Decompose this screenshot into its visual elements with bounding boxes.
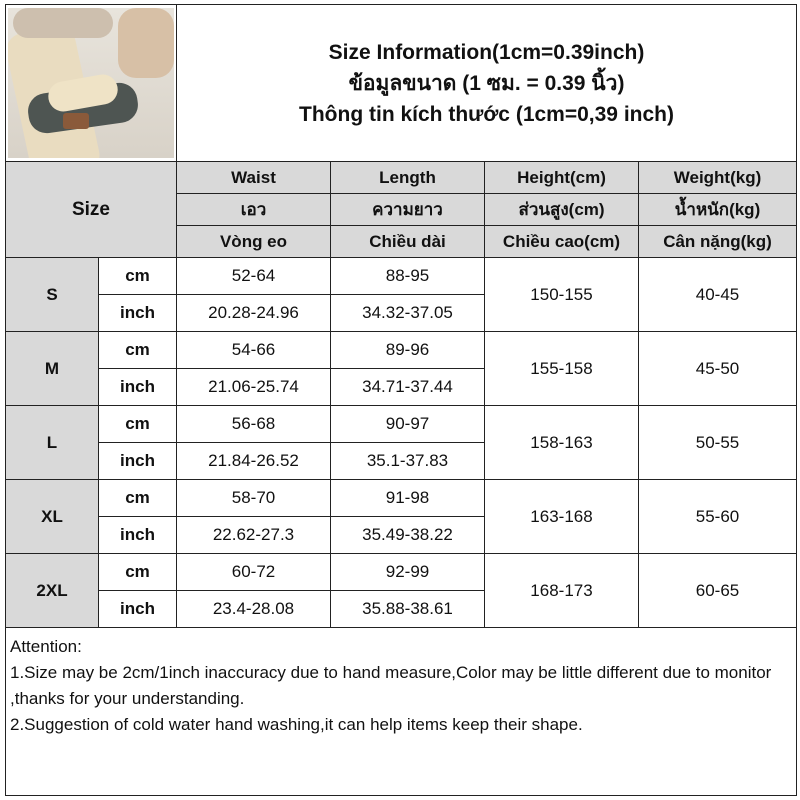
- weight-value: 40-45: [639, 258, 797, 332]
- col-header-length-vi: Chiều dài: [331, 226, 485, 258]
- size-label-xl: XL: [6, 480, 99, 554]
- unit-inch: inch: [99, 517, 177, 554]
- waist-inch: 21.84-26.52: [177, 443, 331, 480]
- col-header-length-th: ความยาว: [331, 194, 485, 226]
- unit-inch: inch: [99, 591, 177, 628]
- attention-box: [6, 628, 797, 796]
- length-cm: 92-99: [331, 554, 485, 591]
- col-header-height-en: Height(cm): [485, 162, 639, 194]
- waist-inch: 20.28-24.96: [177, 295, 331, 332]
- length-inch: 34.32-37.05: [331, 295, 485, 332]
- size-label-2xl: 2XL: [6, 554, 99, 628]
- col-header-height-vi: Chiều cao(cm): [485, 226, 639, 258]
- col-header-weight-en: Weight(kg): [639, 162, 797, 194]
- size-label-m: M: [6, 332, 99, 406]
- unit-cm: cm: [99, 258, 177, 295]
- length-cm: 89-96: [331, 332, 485, 369]
- weight-value: 50-55: [639, 406, 797, 480]
- weight-value: 60-65: [639, 554, 797, 628]
- size-table: [5, 4, 797, 796]
- col-header-weight-th: น้ำหนัก(kg): [639, 194, 797, 226]
- length-inch: 35.49-38.22: [331, 517, 485, 554]
- length-inch: 35.1-37.83: [331, 443, 485, 480]
- col-header-waist-en: Waist: [177, 162, 331, 194]
- size-label-s: S: [6, 258, 99, 332]
- unit-inch: inch: [99, 295, 177, 332]
- product-photo-cell: [6, 5, 177, 162]
- length-cm: 91-98: [331, 480, 485, 517]
- unit-cm: cm: [99, 554, 177, 591]
- length-inch: 35.88-38.61: [331, 591, 485, 628]
- height-value: 168-173: [485, 554, 639, 628]
- title-vi: Thông tin kích thước (1cm=0,39 inch): [299, 102, 674, 126]
- weight-value: 55-60: [639, 480, 797, 554]
- waist-cm: 60-72: [177, 554, 331, 591]
- unit-cm: cm: [99, 480, 177, 517]
- waist-cm: 54-66: [177, 332, 331, 369]
- waist-inch: 22.62-27.3: [177, 517, 331, 554]
- height-value: 150-155: [485, 258, 639, 332]
- waist-cm: 58-70: [177, 480, 331, 517]
- length-cm: 88-95: [331, 258, 485, 295]
- unit-inch: inch: [99, 369, 177, 406]
- col-header-weight-vi: Cân nặng(kg): [639, 226, 797, 258]
- waist-cm: 52-64: [177, 258, 331, 295]
- waist-inch: 21.06-25.74: [177, 369, 331, 406]
- col-header-height-th: ส่วนสูง(cm): [485, 194, 639, 226]
- attention-note-1: 1.Size may be 2cm/1inch inaccuracy due to hand measure,Color may be little different due to monitor ,thanks for your understanding.: [10, 663, 772, 708]
- weight-value: 45-50: [639, 332, 797, 406]
- length-inch: 34.71-37.44: [331, 369, 485, 406]
- attention-heading: Attention:: [10, 637, 82, 656]
- waist-cm: 56-68: [177, 406, 331, 443]
- title-en: Size Information(1cm=0.39inch): [328, 40, 645, 64]
- product-photo: [8, 8, 174, 158]
- height-value: 155-158: [485, 332, 639, 406]
- length-cm: 90-97: [331, 406, 485, 443]
- unit-cm: cm: [99, 332, 177, 369]
- unit-cm: cm: [99, 406, 177, 443]
- col-header-length-en: Length: [331, 162, 485, 194]
- title-th: ข้อมูลขนาด (1 ซม. = 0.39 นิ้ว): [348, 71, 625, 95]
- attention-note-2: 2.Suggestion of cold water hand washing,it can help items keep their shape.: [10, 715, 583, 734]
- title-block: [177, 5, 797, 162]
- col-header-waist-th: เอว: [177, 194, 331, 226]
- size-label-l: L: [6, 406, 99, 480]
- size-chart: [5, 4, 796, 797]
- waist-inch: 23.4-28.08: [177, 591, 331, 628]
- col-header-waist-vi: Vòng eo: [177, 226, 331, 258]
- height-value: 163-168: [485, 480, 639, 554]
- size-header: Size: [6, 162, 177, 258]
- height-value: 158-163: [485, 406, 639, 480]
- unit-inch: inch: [99, 443, 177, 480]
